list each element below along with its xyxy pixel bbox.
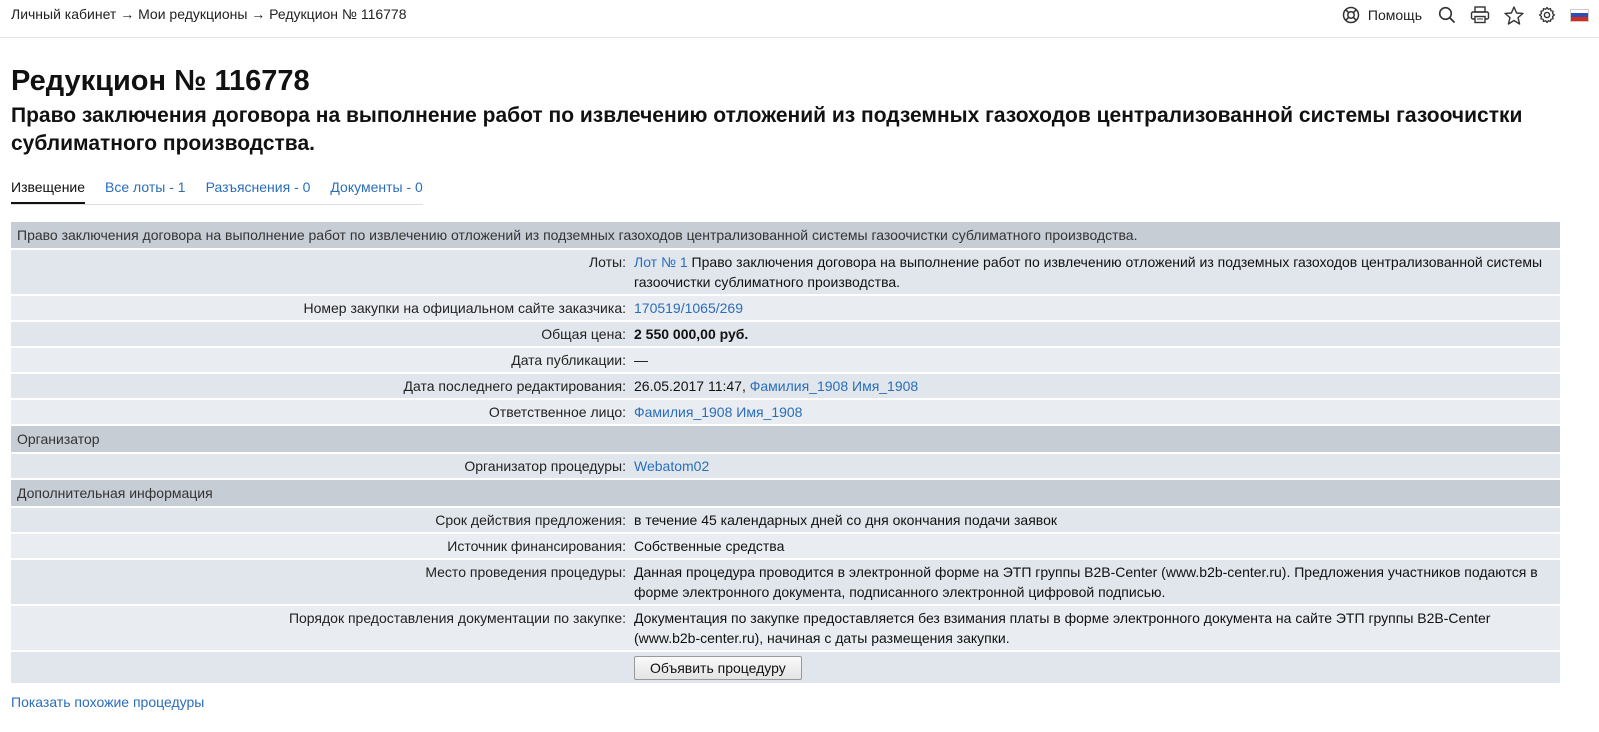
tab-all-lots[interactable]: Все лоты - 1 xyxy=(105,179,186,195)
favorite-button[interactable] xyxy=(1504,6,1524,25)
page-title: Редукцион № 116778 xyxy=(11,65,310,97)
total-price-label: Общая цена: xyxy=(11,322,628,346)
tab-clarifications[interactable]: Разъяснения - 0 xyxy=(205,179,311,195)
funding-label: Источник финансирования: xyxy=(11,534,628,558)
star-icon xyxy=(1504,6,1524,25)
publication-date-label: Дата публикации: xyxy=(11,348,628,372)
toolbar xyxy=(1328,4,1589,26)
table-row xyxy=(11,534,1560,558)
lots-label: Лоты: xyxy=(11,250,628,294)
similar-procedures-link[interactable]: Показать похожие процедуры xyxy=(11,694,205,710)
total-price-value: 2 550 000,00 руб. xyxy=(628,322,1560,346)
venue-label: Место проведения процедуры: xyxy=(11,560,628,604)
announce-procedure-button[interactable]: Объявить процедуру xyxy=(634,656,802,680)
organizer-link[interactable]: Webatom02 xyxy=(634,458,710,474)
table-row xyxy=(11,322,1560,346)
lot-link[interactable]: Лот № 1 xyxy=(634,254,688,270)
last-edit-date: 26.05.2017 11:47, xyxy=(634,378,750,394)
search-icon xyxy=(1438,6,1456,24)
help-label: Помощь xyxy=(1367,7,1422,23)
tab-notice[interactable]: Извещение xyxy=(11,179,85,204)
validity-value: в течение 45 календарных дней со дня окончания подачи заявок xyxy=(628,508,1560,532)
venue-value: Данная процедура проводится в электронной форме на ЭТП группы B2B-Center (www.b2b-center.ru). Предложения участников подаются в форме электронного документа, подписанного электронной цифровой подписью. xyxy=(628,560,1560,604)
publication-date-value: — xyxy=(628,348,1560,372)
print-button[interactable] xyxy=(1470,6,1490,24)
table-row xyxy=(11,508,1560,532)
docs-label: Порядок предоставления документации по закупке: xyxy=(11,606,628,650)
tab-bar xyxy=(11,179,423,205)
table-row xyxy=(11,606,1560,650)
funding-value: Собственные средства xyxy=(628,534,1560,558)
table-row xyxy=(11,250,1560,294)
additional-header: Дополнительная информация xyxy=(11,480,1560,506)
page-subtitle: Право заключения договора на выполнение работ по извлечению отложений из подземных газоходов централизованной системы газоочистки сублиматного производства. xyxy=(11,104,1523,155)
notice-table xyxy=(11,220,1560,685)
lot-text: Право заключения договора на выполнение работ по извлечению отложений из подземных газоходов централизованной системы газоочистки сублиматного производства. xyxy=(634,254,1543,290)
table-row xyxy=(11,374,1560,398)
top-bar xyxy=(0,0,1599,38)
organizer-label: Организатор процедуры: xyxy=(11,454,628,478)
tab-documents[interactable]: Документы - 0 xyxy=(330,179,423,195)
table-row xyxy=(11,348,1560,372)
gear-icon xyxy=(1538,6,1556,24)
last-edit-user-link[interactable]: Фамилия_1908 Имя_1908 xyxy=(749,378,919,394)
responsible-link[interactable]: Фамилия_1908 Имя_1908 xyxy=(634,404,803,420)
table-row xyxy=(11,454,1560,478)
responsible-label: Ответственное лицо: xyxy=(11,400,628,424)
search-button[interactable] xyxy=(1438,6,1456,24)
table-row xyxy=(11,296,1560,320)
table-row xyxy=(11,560,1560,604)
table-row xyxy=(11,400,1560,424)
language-button[interactable] xyxy=(1570,9,1589,22)
settings-button[interactable] xyxy=(1538,6,1556,24)
lifebuoy-icon xyxy=(1342,6,1360,24)
help-button[interactable] xyxy=(1342,6,1422,24)
organizer-header: Организатор xyxy=(11,426,1560,452)
russia-flag-icon xyxy=(1570,9,1589,22)
section-header xyxy=(11,222,1560,248)
notice-header: Право заключения договора на выполнение работ по извлечению отложений из подземных газоходов централизованной системы газоочистки сублиматного производства. xyxy=(11,222,1560,248)
validity-label: Срок действия предложения: xyxy=(11,508,628,532)
section-header xyxy=(11,480,1560,506)
purchase-number-label: Номер закупки на официальном сайте заказчика: xyxy=(11,296,628,320)
table-row xyxy=(11,652,1560,683)
last-edit-label: Дата последнего редактирования: xyxy=(11,374,628,398)
section-header xyxy=(11,426,1560,452)
docs-value: Документация по закупке предоставляется без взимания платы в форме электронного документа на сайте ЭТП группы B2B-Center (www.b2b-center.ru), начиная с даты размещения закупки. xyxy=(628,606,1560,650)
lots-value xyxy=(628,250,1560,294)
print-icon xyxy=(1470,6,1490,24)
purchase-number-link[interactable]: 170519/1065/269 xyxy=(634,300,743,316)
breadcrumb[interactable]: Личный кабинет → Мои редукционы → Редукцион № 116778 xyxy=(11,6,407,22)
